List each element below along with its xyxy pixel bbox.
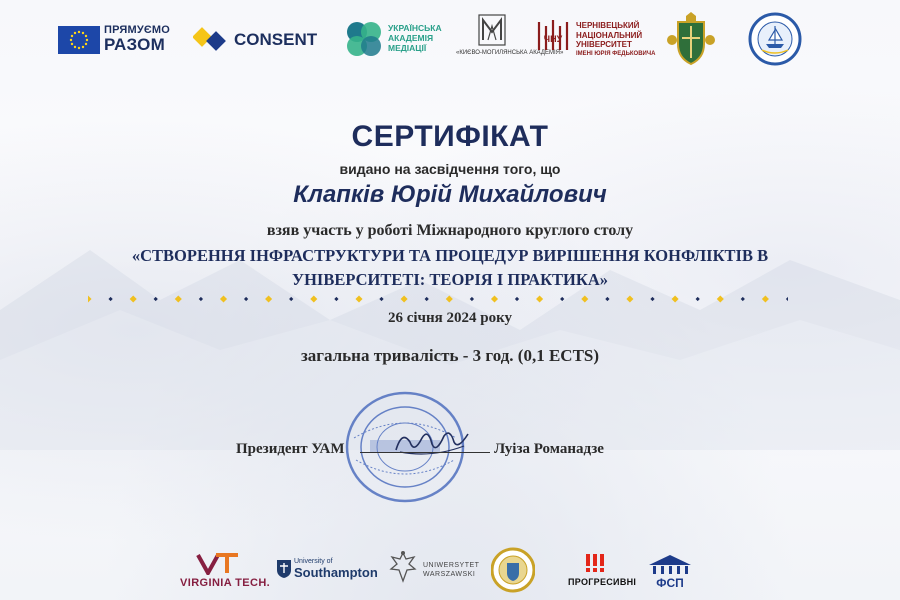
chnu-line4: ІМЕНІ ЮРІЯ ФЕДЬКОВИЧА	[576, 50, 656, 57]
event-date: 26 січня 2024 року	[387, 310, 513, 326]
bottom-logo-row	[0, 545, 900, 595]
fsp-logo-icon	[645, 553, 695, 589]
signature	[392, 424, 472, 464]
divider-dot	[334, 297, 338, 301]
top-logo-row	[58, 10, 818, 68]
divider-dot	[741, 297, 745, 301]
eu-flag-icon	[58, 26, 100, 54]
chnu-line3: УНІВЕРСИТЕТ	[576, 40, 632, 49]
chnu-mark-text: ЧНУ	[543, 34, 563, 44]
signatory-position: Президент УАМ	[236, 441, 345, 457]
divider-dot	[696, 297, 700, 301]
divider-dot	[265, 295, 272, 302]
progressive-text: ПРОГРЕСИВНІ	[568, 577, 637, 587]
mohyla-academy-icon	[478, 14, 506, 46]
divider-dot	[560, 297, 564, 301]
divider-dot	[717, 295, 724, 302]
divider-dot	[88, 295, 92, 302]
divider-dot	[379, 297, 383, 301]
issued-text: видано на засвідчення того, що	[339, 161, 561, 177]
recipient-name: Клапків Юрій Михайлович	[293, 181, 607, 208]
southampton-text	[294, 558, 378, 580]
event-title-line2: УНІВЕРСИТЕТІ: ТЕОРІЯ І ПРАКТИКА»	[291, 270, 609, 289]
university-seal-icon	[491, 547, 535, 593]
mediation-academy-text	[388, 23, 442, 53]
divider-dot	[154, 297, 158, 301]
academy-line3: МЕДІАЦІЇ	[388, 43, 427, 53]
fsp-text: ФСП	[656, 576, 684, 589]
chnu-line1: ЧЕРНІВЕЦЬКИЙ	[576, 21, 640, 30]
divider-dot	[108, 297, 112, 301]
divider-dot	[650, 297, 654, 301]
virginia-tech-text: VIRGINIA TECH.	[180, 577, 271, 589]
southampton-small: University of	[294, 558, 333, 565]
divider-dot	[626, 295, 633, 302]
pryamuemo-line2: РАЗОМ	[104, 35, 165, 54]
signature-line	[360, 452, 490, 453]
chnu-university-icon	[536, 18, 570, 54]
southampton-big: Southampton	[294, 565, 378, 580]
mediation-academy-icon	[343, 18, 385, 60]
divider-dot	[605, 297, 609, 301]
mohyla-academy-text: «КИЄВО-МОГИЛЯНСЬКА АКАДЕМІЯ»	[456, 50, 564, 56]
academy-line2: АКАДЕМІЯ	[388, 33, 434, 43]
divider-dot	[355, 295, 362, 302]
certificate-title: СЕРТИФІКАТ	[351, 120, 549, 153]
warsaw-line1: UNIWERSYTET	[423, 562, 480, 569]
southampton-crest-icon	[276, 559, 292, 579]
divider-dot	[130, 295, 137, 302]
academy-line1: УКРАЇНСЬКА	[388, 23, 442, 33]
chnu-line2: НАЦІОНАЛЬНИЙ	[576, 30, 643, 40]
chnu-university-text	[576, 21, 655, 59]
divider-dot	[491, 295, 498, 302]
divider-dot	[199, 297, 203, 301]
divider-dot	[515, 297, 519, 301]
university-crest-icon	[666, 12, 716, 66]
event-title	[0, 244, 900, 292]
event-title-line1: «СТВОРЕННЯ ІНФРАСТРУКТУРИ ТА ПРОЦЕДУР ВИРІШЕННЯ КОНФЛІКТІВ В	[131, 246, 769, 265]
consent-logo-icon	[193, 26, 233, 54]
pryamuemo-line1: ПРЯМУЄМО	[104, 24, 171, 36]
divider-dot	[581, 295, 588, 302]
divider-dot	[175, 295, 182, 302]
warsaw-university-text	[423, 561, 479, 579]
divider-dot	[289, 297, 293, 301]
divider-dot	[446, 295, 453, 302]
warsaw-eagle-icon	[388, 549, 418, 587]
participation-text: взяв участь у роботі Міжнародного круглого столу	[266, 222, 634, 239]
maritime-university-icon	[748, 12, 802, 66]
divider-dot	[310, 295, 317, 302]
divider-dot	[672, 295, 679, 302]
divider-dot	[786, 297, 788, 301]
warsaw-line2: WARSZAWSKI	[423, 571, 476, 578]
signatory-name: Луіза Романадзе	[494, 441, 604, 457]
divider-dot	[762, 295, 769, 302]
virginia-tech-icon	[196, 553, 240, 575]
consent-logo-text: CONSENT	[234, 30, 318, 49]
dotted-divider	[88, 295, 788, 303]
divider-dot	[536, 295, 543, 302]
divider-dot	[401, 295, 408, 302]
divider-dot	[425, 297, 429, 301]
divider-dot	[220, 295, 227, 302]
divider-dot	[244, 297, 248, 301]
event-duration: загальна тривалість - 3 год. (0,1 ECTS)	[300, 346, 600, 365]
progressive-logo-icon	[584, 553, 606, 573]
pryamuemo-razom-logo	[104, 24, 170, 54]
divider-dot	[470, 297, 474, 301]
